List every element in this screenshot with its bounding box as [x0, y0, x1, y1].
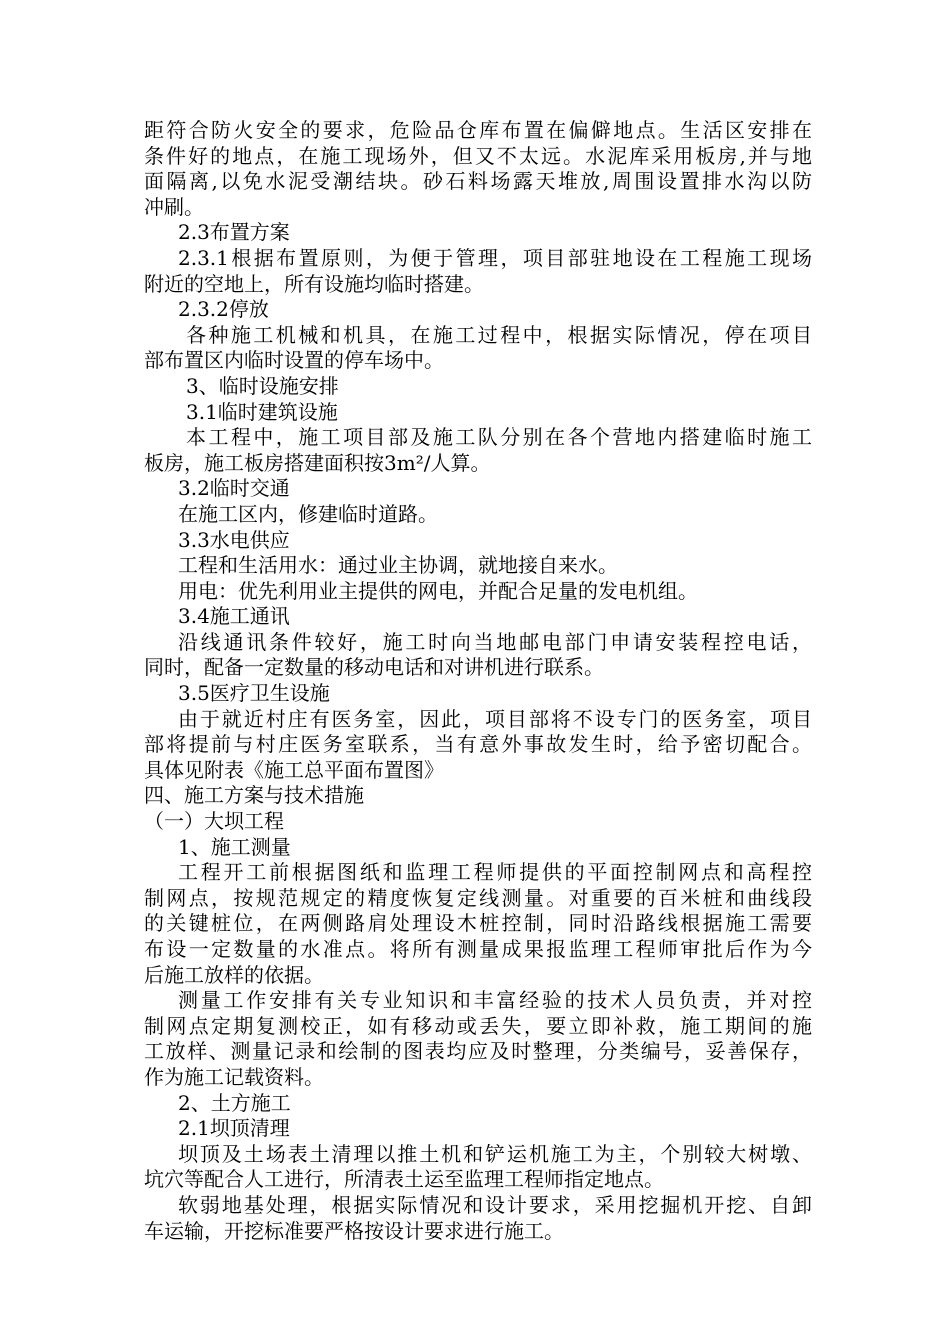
text-line: 作为施工记载资料。: [144, 1064, 324, 1089]
text-line: 2.1坝顶清理: [178, 1116, 290, 1141]
text-line: 工放样、测量记录和绘制的图表均应及时整理，分类编号，妥善保存，: [144, 1039, 812, 1064]
text-line: 2、土方施工: [178, 1090, 291, 1115]
text-line: （一）大坝工程: [144, 809, 284, 834]
text-line: 2.3.1根据布置原则，为便于管理，项目部驻地设在工程施工现场: [178, 245, 812, 270]
text-line: 四、施工方案与技术措施: [144, 783, 364, 808]
text-line: 3、临时设施安排: [186, 373, 339, 398]
text-line: 后施工放样的依据。: [144, 962, 324, 987]
text-line: 由于就近村庄有医务室，因此，项目部将不设专门的医务室，项目: [178, 706, 812, 731]
text-line: 3.5医疗卫生设施: [178, 681, 330, 706]
text-line: 同时，配备一定数量的移动电话和对讲机进行联系。: [144, 655, 604, 680]
text-line: 3.1临时建筑设施: [186, 399, 338, 424]
text-line: 1、施工测量: [178, 834, 291, 859]
text-line: 附近的空地上，所有设施均临时搭建。: [144, 271, 484, 296]
text-line: 3.2临时交通: [178, 476, 290, 501]
text-line: 冲刷。: [144, 194, 204, 219]
text-line: 用电：优先利用业主提供的网电，并配合足量的发电机组。: [178, 578, 698, 603]
text-line: 工程和生活用水：通过业主协调，就地接自来水。: [178, 553, 618, 578]
text-line: 软弱地基处理，根据实际情况和设计要求，采用挖掘机开挖、自卸: [178, 1192, 812, 1217]
text-line: 2.3布置方案: [178, 220, 290, 245]
text-line: 2.3.2停放: [178, 297, 269, 322]
text-line: 各种施工机械和机具，在施工过程中，根据实际情况，停在项目: [186, 322, 812, 347]
text-line: 3.3水电供应: [178, 527, 290, 552]
document-page: [144, 118, 812, 1244]
text-line: 测量工作安排有关专业知识和丰富经验的技术人员负责，并对控: [178, 988, 812, 1013]
text-line: 车运输，开挖标准要严格按设计要求进行施工。: [144, 1218, 564, 1243]
text-line: 本工程中，施工项目部及施工队分别在各个营地内搭建临时施工: [186, 425, 812, 450]
text-line: 制网点定期复测校正，如有移动或丢失，要立即补救，施工期间的施: [144, 1013, 812, 1038]
text-line: 面隔离,以免水泥受潮结块。砂石料场露天堆放,周围设置排水沟以防: [144, 169, 812, 194]
text-line: 布设一定数量的水准点。将所有测量成果报监理工程师审批后作为今: [144, 937, 812, 961]
text-line: 的关键桩位，在两侧路肩处理设木桩控制，同时沿路线根据施工需要: [144, 911, 812, 936]
text-line: 在施工区内，修建临时道路。: [178, 501, 438, 526]
text-line: 制网点，按规范规定的精度恢复定线测量。对重要的百米桩和曲线段: [144, 885, 812, 910]
text-line: 部将提前与村庄医务室联系，当有意外事故发生时，给予密切配合。: [144, 732, 812, 757]
text-line: 工程开工前根据图纸和监理工程师提供的平面控制网点和高程控: [178, 860, 812, 885]
text-line: 距符合防火安全的要求，危险品仓库布置在偏僻地点。生活区安排在: [144, 118, 812, 142]
text-line: 坝顶及土场表土清理以推土机和铲运机施工为主，个别较大树墩、: [178, 1141, 812, 1166]
text-line: 沿线通讯条件较好，施工时向当地邮电部门申请安装程控电话，: [178, 629, 812, 654]
text-line: 板房，施工板房搭建面积按3m²/人算。: [144, 450, 491, 475]
text-line: 3.4施工通讯: [178, 604, 290, 629]
text-line: 部布置区内临时设置的停车场中。: [144, 348, 444, 373]
text-line: 条件好的地点，在施工现场外，但又不太远。水泥库采用板房,并与地: [144, 143, 812, 168]
text-line: 坑穴等配合人工进行，所清表土运至监理工程师指定地点。: [144, 1167, 664, 1192]
text-line: 具体见附表《施工总平面布置图》: [144, 757, 444, 782]
